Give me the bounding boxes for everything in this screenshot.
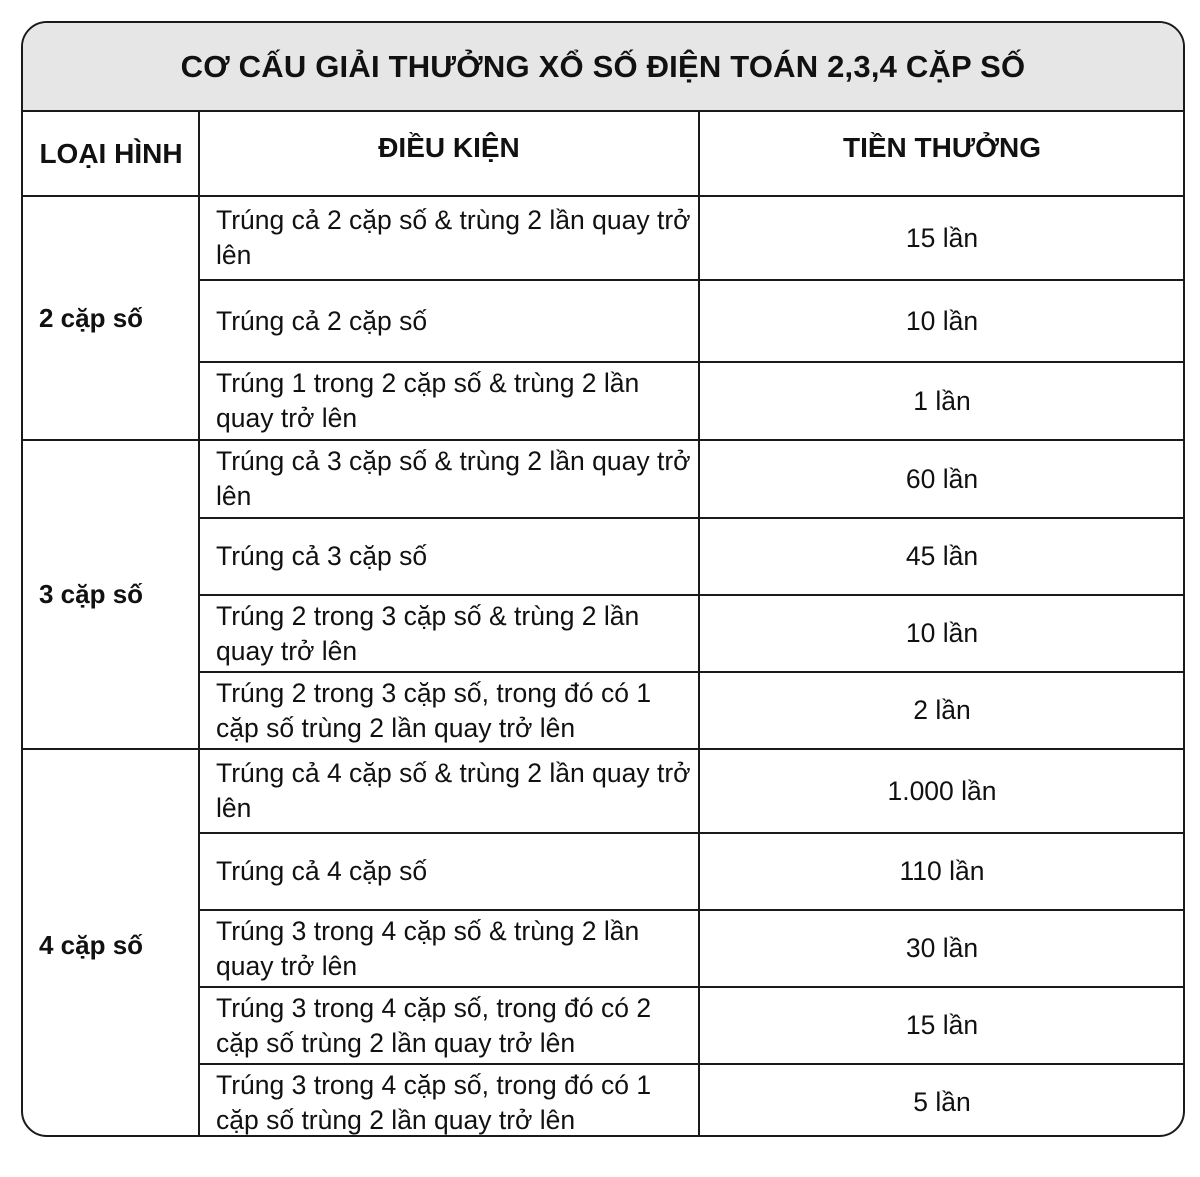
type-cell: 2 cặp số [39,302,144,333]
condition-cell: Trúng cả 3 cặp số [216,541,428,571]
condition-cell: Trúng cả 3 cặp số & trùng 2 lần quay trở lên [216,446,691,511]
prize-cell: 2 lần [913,695,971,725]
condition-cell: Trúng cả 4 cặp số [216,856,428,886]
prize-cell: 5 lần [913,1087,971,1117]
row-divider [199,909,1185,911]
row-divider [199,1063,1185,1065]
prize-cell: 45 lần [905,541,979,571]
condition-cell: Trúng cả 4 cặp số & trùng 2 lần quay trở lên [216,758,691,823]
row-divider [199,671,1185,673]
prize-cell: 15 lần [905,1010,979,1040]
prize-cell: 1.000 lần [887,775,997,806]
prize-structure-table [21,21,1185,1137]
prize-cell: 10 lần [905,305,979,336]
type-cell: 4 cặp số [39,929,144,960]
condition-cell: Trúng cả 2 cặp số & trùng 2 lần quay trở lên [216,205,691,270]
column-divider [698,112,700,1135]
type-cell: 3 cặp số [39,579,144,609]
header-prize: TIỀN THƯỞNG [843,132,1041,163]
prize-cell: 15 lần [905,222,979,253]
condition-cell: Trúng 3 trong 4 cặp số & trùng 2 lần quay trở lên [216,915,640,981]
header-type: LOẠI HÌNH [39,138,183,169]
column-divider [198,112,200,1135]
prize-cell: 10 lần [905,618,979,648]
row-divider [199,517,1185,519]
row-divider [199,361,1185,363]
condition-cell: Trúng 2 trong 3 cặp số, trong đó có 1 cặp số trùng 2 lần quay trở lên [216,677,652,743]
condition-cell: Trúng 2 trong 3 cặp số & trùng 2 lần quay trở lên [216,600,640,666]
group-divider [23,439,1183,441]
prize-cell: 1 lần [913,385,971,416]
condition-cell: Trúng 3 trong 4 cặp số, trong đó có 1 cặp số trùng 2 lần quay trở lên [216,1069,652,1135]
row-divider [199,986,1185,988]
row-divider [199,279,1185,281]
prize-cell: 30 lần [905,933,979,963]
table-title: CƠ CẤU GIẢI THƯỞNG XỔ SỐ ĐIỆN TOÁN 2,3,4 CẶP SỐ [23,23,1183,112]
condition-cell: Trúng 3 trong 4 cặp số, trong đó có 2 cặp số trùng 2 lần quay trở lên [216,992,652,1058]
row-divider [23,195,1183,197]
prize-cell: 60 lần [905,463,979,494]
row-divider [199,594,1185,596]
header-condition: ĐIỀU KIỆN [378,132,520,163]
group-divider [23,748,1183,750]
condition-cell: Trúng cả 2 cặp số [216,305,428,336]
prize-cell: 110 lần [899,856,985,886]
condition-cell: Trúng 1 trong 2 cặp số & trùng 2 lần quay trở lên [216,368,640,433]
row-divider [199,832,1185,834]
